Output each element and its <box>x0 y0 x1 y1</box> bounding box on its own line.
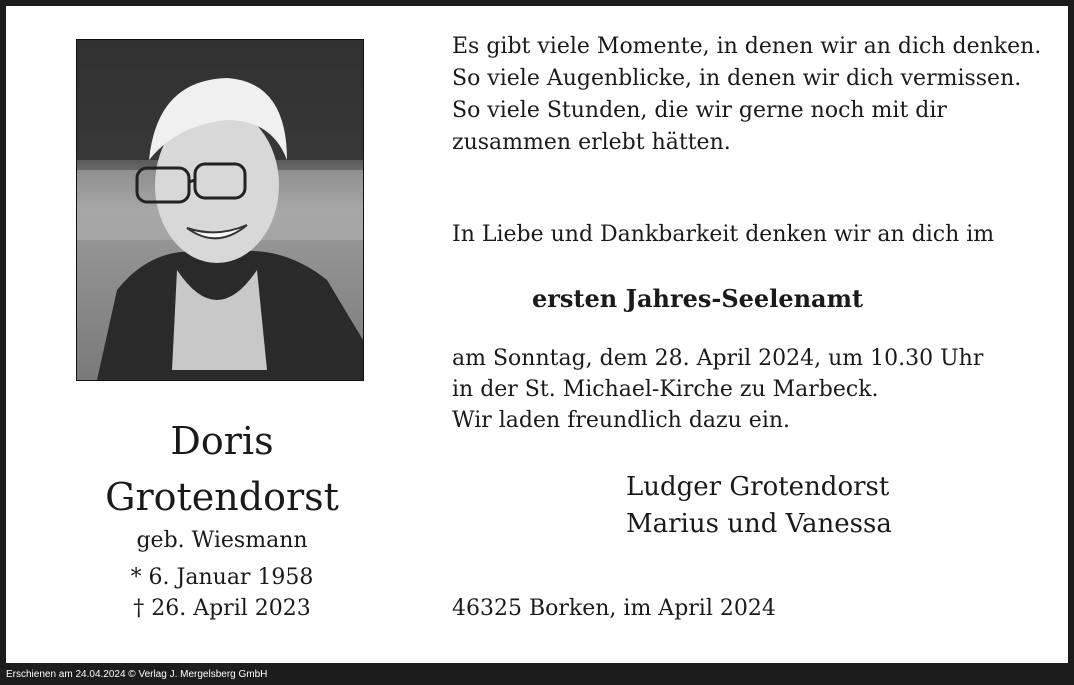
birth-date: * 6. Januar 1958 <box>130 565 314 590</box>
service-detail: am Sonntag, dem 28. April 2024, um 10.30 Uhr <box>452 346 984 371</box>
poem-line: zusammen erlebt hätten. <box>452 130 731 155</box>
service-detail: Wir laden freundlich dazu ein. <box>452 408 791 433</box>
service-heading: ersten Jahres-Seelenamt <box>532 284 864 313</box>
poem-line: Es gibt viele Momente, in denen wir an dich denken. <box>452 34 1042 59</box>
signatory: Marius und Vanessa <box>626 509 892 539</box>
poem-line: So viele Augenblicke, in denen wir dich vermissen. <box>452 66 1022 91</box>
obituary-card <box>6 6 1068 663</box>
birth-name: geb. Wiesmann <box>136 528 308 553</box>
deceased-first-name: Doris <box>170 419 274 463</box>
place-date: 46325 Borken, im April 2024 <box>452 596 776 621</box>
deceased-last-name: Grotendorst <box>105 475 339 519</box>
signatory: Ludger Grotendorst <box>626 472 890 502</box>
publication-footer: Erschienen am 24.04.2024 © Verlag J. Mergelsberg GmbH <box>6 669 268 680</box>
poem-line: So viele Stunden, die wir gerne noch mit dir <box>452 98 947 123</box>
intro-text: In Liebe und Dankbarkeit denken wir an dich im <box>452 222 995 247</box>
service-detail: in der St. Michael-Kirche zu Marbeck. <box>452 377 879 402</box>
portrait-photo <box>76 39 364 381</box>
death-date: † 26. April 2023 <box>133 596 311 621</box>
